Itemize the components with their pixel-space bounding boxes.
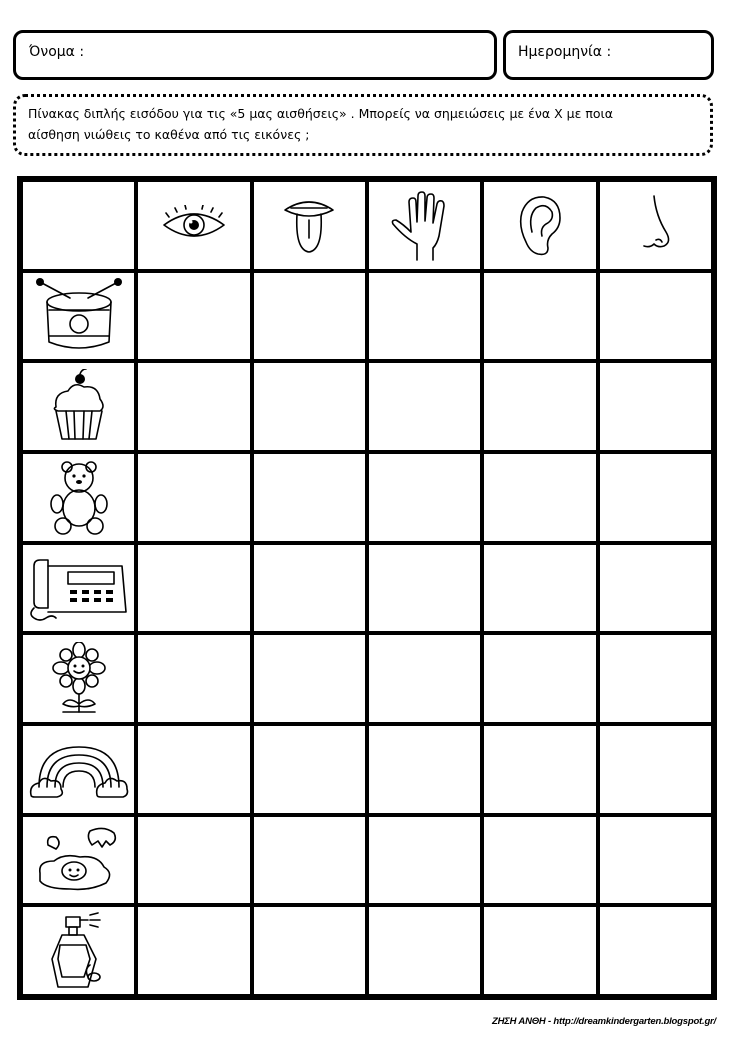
eye-icon [159, 205, 229, 245]
answer-cell[interactable] [138, 454, 249, 541]
ear-icon [512, 192, 568, 258]
row-header-rainbow [23, 726, 134, 813]
footer-credit: ΖΗΣΗ ΑΝΘΗ - http://dreamkindergarten.blogspot.gr/ [492, 1016, 716, 1027]
answer-cell[interactable] [254, 273, 365, 360]
answer-cell[interactable] [254, 726, 365, 813]
date-label: Ημερομηνία : [518, 44, 612, 60]
cupcake-icon [44, 369, 114, 445]
column-header-touch [369, 182, 480, 269]
column-header-hearing [484, 182, 595, 269]
perfume-bottle-icon [44, 911, 114, 991]
row-header-telephone [23, 545, 134, 632]
answer-cell[interactable] [138, 635, 249, 722]
row-header-perfume-bottle [23, 907, 134, 994]
row-header-cracked-egg [23, 817, 134, 904]
instructions-line-2: αίσθηση νιώθεις το καθένα από τις εικόνες ; [28, 127, 310, 142]
answer-cell[interactable] [254, 454, 365, 541]
name-label: Όνομα : [29, 44, 85, 60]
answer-cell[interactable] [484, 273, 595, 360]
answer-cell[interactable] [484, 363, 595, 450]
instructions-line-1: Πίνακας διπλής εισόδου για τις «5 μας αισθήσεις» . Μπορείς να σημειώσεις με ένα Χ με ποια [28, 106, 613, 121]
answer-cell[interactable] [484, 635, 595, 722]
answer-cell[interactable] [600, 454, 711, 541]
answer-cell[interactable] [600, 726, 711, 813]
answer-cell[interactable] [369, 545, 480, 632]
row-header-teddy-bear [23, 454, 134, 541]
answer-cell[interactable] [600, 363, 711, 450]
nose-icon [630, 192, 680, 258]
corner-cell [23, 182, 134, 269]
drum-icon [34, 276, 124, 356]
answer-cell[interactable] [369, 817, 480, 904]
answer-cell[interactable] [484, 545, 595, 632]
answer-cell[interactable] [138, 726, 249, 813]
answer-cell[interactable] [138, 363, 249, 450]
telephone-icon [26, 552, 132, 624]
answer-cell[interactable] [254, 363, 365, 450]
cracked-egg-icon [34, 825, 124, 895]
name-field[interactable] [13, 30, 497, 80]
column-header-smell [600, 182, 711, 269]
answer-cell[interactable] [600, 635, 711, 722]
answer-cell[interactable] [254, 907, 365, 994]
answer-cell[interactable] [600, 273, 711, 360]
answer-cell[interactable] [138, 907, 249, 994]
mouth-tongue-icon [281, 192, 337, 258]
answer-cell[interactable] [600, 817, 711, 904]
answer-cell[interactable] [369, 273, 480, 360]
instructions-box [13, 94, 713, 156]
date-field[interactable] [503, 30, 714, 80]
answer-cell[interactable] [484, 817, 595, 904]
row-header-drum [23, 273, 134, 360]
answer-cell[interactable] [254, 817, 365, 904]
hand-icon [387, 188, 463, 262]
column-header-sight [138, 182, 249, 269]
teddy-bear-icon [43, 458, 115, 536]
answer-cell[interactable] [484, 454, 595, 541]
answer-cell[interactable] [369, 454, 480, 541]
row-header-cupcake [23, 363, 134, 450]
answer-cell[interactable] [484, 726, 595, 813]
rainbow-icon [29, 737, 129, 801]
answer-cell[interactable] [369, 635, 480, 722]
flower-icon [49, 642, 109, 716]
answer-cell[interactable] [484, 907, 595, 994]
row-header-flower [23, 635, 134, 722]
column-header-taste [254, 182, 365, 269]
answer-cell[interactable] [369, 363, 480, 450]
answer-cell[interactable] [600, 545, 711, 632]
answer-cell[interactable] [254, 545, 365, 632]
answer-cell[interactable] [138, 273, 249, 360]
answer-cell[interactable] [369, 907, 480, 994]
answer-cell[interactable] [254, 635, 365, 722]
senses-table [17, 176, 717, 1000]
answer-cell[interactable] [138, 817, 249, 904]
answer-cell[interactable] [369, 726, 480, 813]
answer-cell[interactable] [138, 545, 249, 632]
answer-cell[interactable] [600, 907, 711, 994]
